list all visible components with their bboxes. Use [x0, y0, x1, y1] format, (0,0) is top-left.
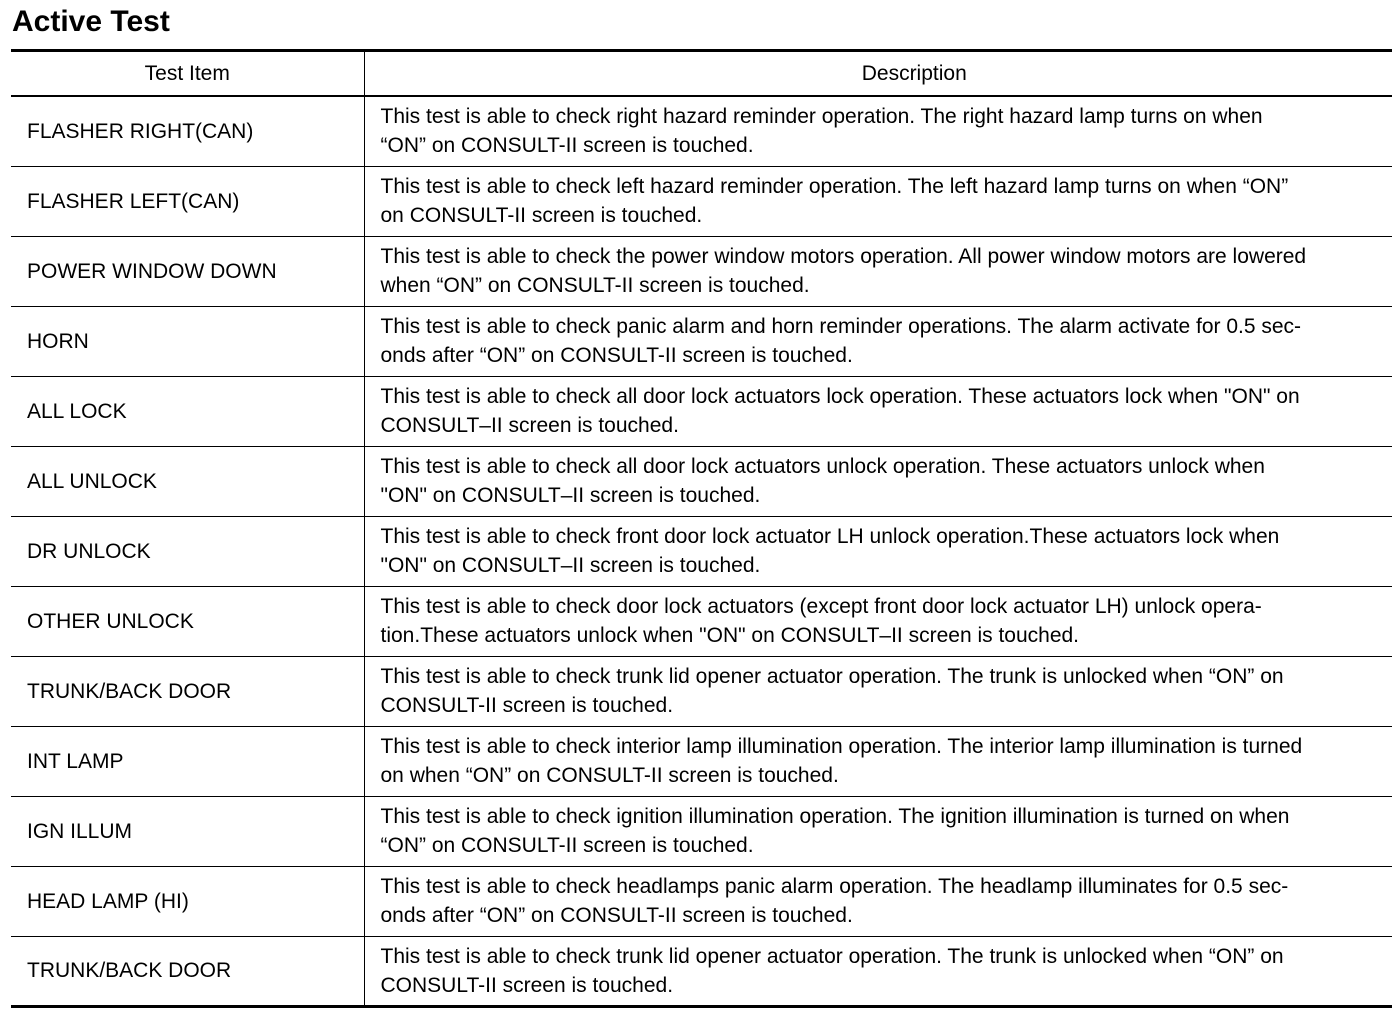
description-line: onds after “ON” on CONSULT-II screen is touched. [380, 344, 853, 367]
description-cell [364, 866, 1392, 936]
description-line: This test is able to check right hazard reminder operation. The right hazard lamp turns on when [380, 105, 1263, 129]
description-line: This test is able to check panic alarm and horn reminder operations. The alarm activate for 0.5 sec- [380, 315, 1302, 338]
table-row [11, 586, 1392, 656]
description-line: “ON” on CONSULT-II screen is touched. [380, 134, 754, 158]
active-test-table [11, 49, 1392, 1036]
description-line: on when “ON” on CONSULT-II screen is touched. [380, 764, 839, 787]
description-cell [364, 446, 1392, 516]
page-title: Active Test [12, 5, 170, 38]
description-line: This test is able to check front door lock actuator LH unlock operation.These actuators lock when [380, 525, 1280, 548]
test-item-cell: ALL LOCK [11, 376, 364, 446]
description-line: This test is able to check ignition illumination operation. The ignition illumination is turned on when [380, 805, 1290, 828]
test-item-cell: HEAD LAMP (HI) [11, 866, 364, 936]
description-line: CONSULT–II screen is touched. [380, 414, 679, 437]
description-cell [364, 236, 1392, 306]
table-row [11, 96, 1392, 166]
description-line: This test is able to check the power window motors operation. All power window motors are lowered [380, 245, 1307, 268]
table-header-row [11, 52, 1392, 96]
description-cell [364, 516, 1392, 586]
table-row [11, 726, 1392, 796]
description-line: This test is able to check left hazard reminder operation. The left hazard lamp turns on when “ON” [380, 175, 1289, 198]
test-item-cell: ALL UNLOCK [11, 446, 364, 516]
description-line: This test is able to check headlamps panic alarm operation. The headlamp illuminates for 0.5 sec- [380, 875, 1289, 898]
description-cell [364, 726, 1392, 796]
header-test-item: Test Item [11, 52, 364, 96]
description-cell [364, 376, 1392, 446]
description-line: CONSULT-II screen is touched. [380, 694, 674, 717]
test-item-cell: IGN ILLUM [11, 796, 364, 866]
test-item-cell: FLASHER LEFT(CAN) [11, 166, 364, 236]
description-line: This test is able to check interior lamp illumination operation. The interior lamp illumination is turned [380, 735, 1303, 758]
test-item-cell: POWER WINDOW DOWN [11, 236, 364, 306]
description-line: on CONSULT-II screen is touched. [380, 204, 703, 227]
description-line: onds after “ON” on CONSULT-II screen is touched. [380, 904, 853, 927]
test-item-cell: FLASHER RIGHT(CAN) [11, 96, 364, 166]
description-line: "ON" on CONSULT–II screen is touched. [380, 554, 761, 577]
table-row [11, 376, 1392, 446]
description-line: This test is able to check trunk lid opener actuator operation. The trunk is unlocked when “ON” on [380, 944, 1284, 968]
test-item-cell: INT LAMP [11, 726, 364, 796]
description-line: tion.These actuators unlock when "ON" on CONSULT–II screen is touched. [380, 624, 1080, 647]
description-cell [364, 586, 1392, 656]
description-cell [364, 656, 1392, 726]
test-item-cell: OTHER UNLOCK [11, 586, 364, 656]
table-row [11, 166, 1392, 236]
table-row [11, 306, 1392, 376]
test-item-cell: TRUNK/BACK DOOR [11, 936, 364, 1006]
table-row [11, 656, 1392, 726]
description-cell [364, 796, 1392, 866]
table-row [11, 446, 1392, 516]
test-item-cell: HORN [11, 306, 364, 376]
test-item-cell: DR UNLOCK [11, 516, 364, 586]
description-cell [364, 936, 1392, 1006]
description-line: This test is able to check trunk lid opener actuator operation. The trunk is unlocked when “ON” on [380, 665, 1284, 688]
table-row [11, 796, 1392, 866]
description-line: CONSULT-II screen is touched. [380, 973, 674, 997]
description-line: This test is able to check all door lock actuators unlock operation. These actuators unlock when [380, 455, 1265, 478]
description-line: "ON" on CONSULT–II screen is touched. [380, 484, 761, 507]
header-description: Description [364, 52, 1392, 96]
description-cell [364, 96, 1392, 166]
test-item-cell: TRUNK/BACK DOOR [11, 656, 364, 726]
description-line: This test is able to check all door lock actuators lock operation. These actuators lock when "ON" on [380, 385, 1300, 408]
description-line: “ON” on CONSULT-II screen is touched. [380, 834, 754, 857]
table-row [11, 866, 1392, 936]
description-cell [364, 166, 1392, 236]
description-line: when “ON” on CONSULT-II screen is touched. [380, 274, 810, 297]
description-line: This test is able to check door lock actuators (except front door lock actuator LH) unlock opera- [380, 595, 1262, 618]
table-row [11, 936, 1392, 1006]
table-row [11, 236, 1392, 306]
description-cell [364, 306, 1392, 376]
table-row [11, 516, 1392, 586]
